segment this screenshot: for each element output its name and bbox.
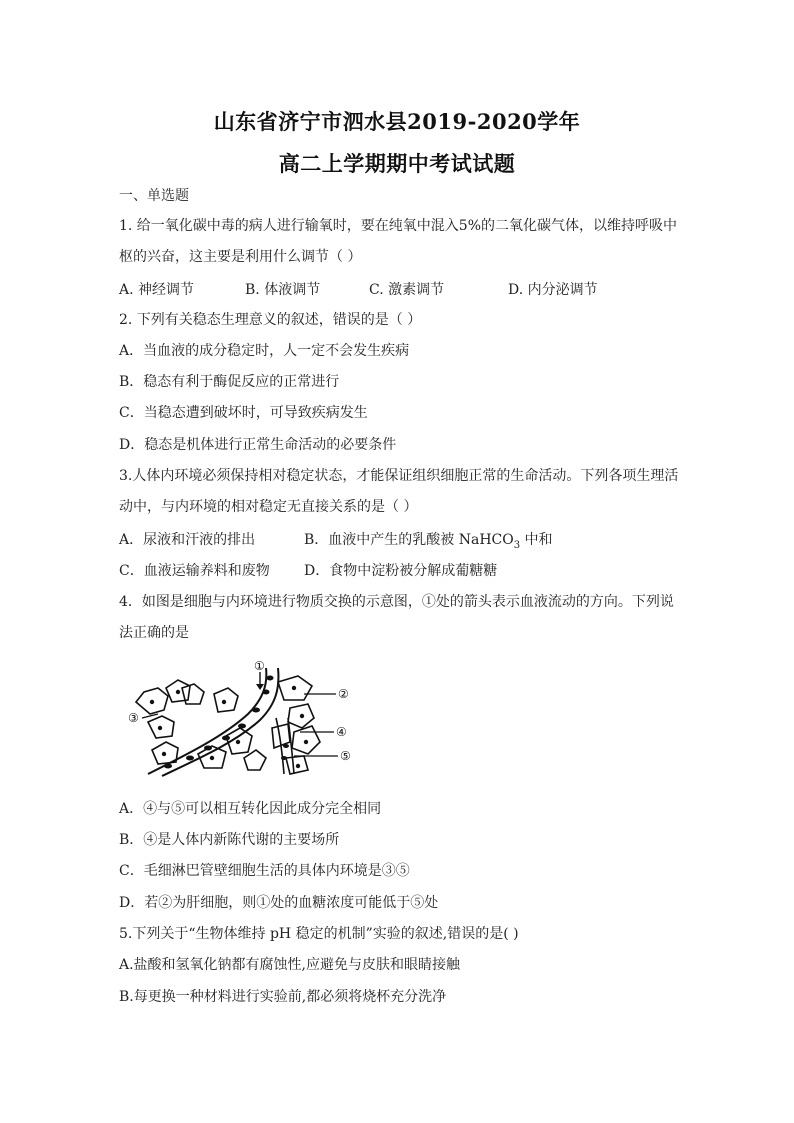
q3-option-b-suffix: 中和 bbox=[520, 532, 553, 548]
q1-stem-line1: 1. 给一氧化碳中毒的病人进行输氧时，要在纯氧中混入5%的二氧化碳气体，以维持呼吸中 bbox=[119, 218, 678, 234]
tissue-exchange-diagram bbox=[128, 658, 360, 780]
q3-stem-line1: 3.人体内环境必须保持相对稳定状态，才能保证组织细胞正常的生命活动。下列各项生理活 bbox=[119, 468, 679, 484]
diagram-label-3: ③ bbox=[128, 711, 139, 725]
q3-option-c: C．血液运输养料和废物 bbox=[119, 563, 270, 579]
q5-option-a: A.盐酸和氢氧化钠都有腐蚀性,应避免与皮肤和眼睛接触 bbox=[119, 957, 461, 973]
q4-option-b: B．④是人体内新陈代谢的主要场所 bbox=[119, 832, 340, 848]
q3-option-b-subscript: 3 bbox=[513, 539, 521, 551]
q1-option-d: D. 内分泌调节 bbox=[508, 282, 598, 298]
q3-option-b-text: B．血液中产生的乳酸被 NaHCO bbox=[304, 532, 514, 548]
diagram-label-4: ④ bbox=[336, 725, 347, 739]
q2-option-d: D．稳态是机体进行正常生命活动的必要条件 bbox=[119, 437, 397, 453]
q4-option-a: A．④与⑤可以相互转化因此成分完全相同 bbox=[119, 801, 382, 817]
q5-option-b: B.每更换一种材料进行实验前,都必须将烧杯充分洗净 bbox=[119, 989, 447, 1005]
q1-option-b: B. 体液调节 bbox=[245, 282, 321, 298]
q4-option-c: C．毛细淋巴管壁细胞生活的具体内环境是③⑤ bbox=[119, 863, 410, 879]
q3-stem-line2: 动中，与内环境的相对稳定无直接关系的是（ ） bbox=[119, 499, 418, 515]
section-heading: 一、单选题 bbox=[119, 188, 189, 204]
q2-option-a: A．当血液的成分稳定时，人一定不会发生疾病 bbox=[119, 343, 410, 359]
q3-option-b bbox=[304, 529, 553, 551]
q2-option-b: B．稳态有利于酶促反应的正常进行 bbox=[119, 374, 340, 390]
q1-stem-line2: 枢的兴奋，这主要是利用什么调节（ ） bbox=[119, 249, 362, 265]
diagram-label-1: ① bbox=[254, 659, 265, 673]
diagram-label-2: ② bbox=[338, 687, 349, 701]
q4-stem-line1: 4．如图是细胞与内环境进行物质交换的示意图，①处的箭头表示血液流动的方向。下列说 bbox=[119, 594, 674, 610]
q5-stem: 5.下列关于“生物体维持 pH 稳定的机制”实验的叙述,错误的是( ) bbox=[119, 926, 519, 942]
exam-title-line1: 山东省济宁市泗水县2019-2020学年 bbox=[213, 109, 581, 134]
diagram-label-5: ⑤ bbox=[340, 749, 351, 763]
q4-option-d: D．若②为肝细胞，则①处的血糖浓度可能低于⑤处 bbox=[119, 895, 439, 911]
q2-option-c: C．当稳态遭到破坏时，可导致疾病发生 bbox=[119, 405, 368, 421]
q4-stem-line2: 法正确的是 bbox=[119, 625, 189, 641]
q3-option-d: D．食物中淀粉被分解成葡糖糖 bbox=[304, 563, 498, 579]
q1-option-a: A. 神经调节 bbox=[119, 282, 195, 298]
q1-option-c: C. 激素调节 bbox=[369, 282, 445, 298]
q2-stem: 2. 下列有关稳态生理意义的叙述，错误的是（ ） bbox=[119, 312, 422, 328]
exam-title-line2: 高二上学期期中考试试题 bbox=[278, 151, 516, 176]
q3-option-a: A．尿液和汗液的排出 bbox=[119, 532, 256, 548]
